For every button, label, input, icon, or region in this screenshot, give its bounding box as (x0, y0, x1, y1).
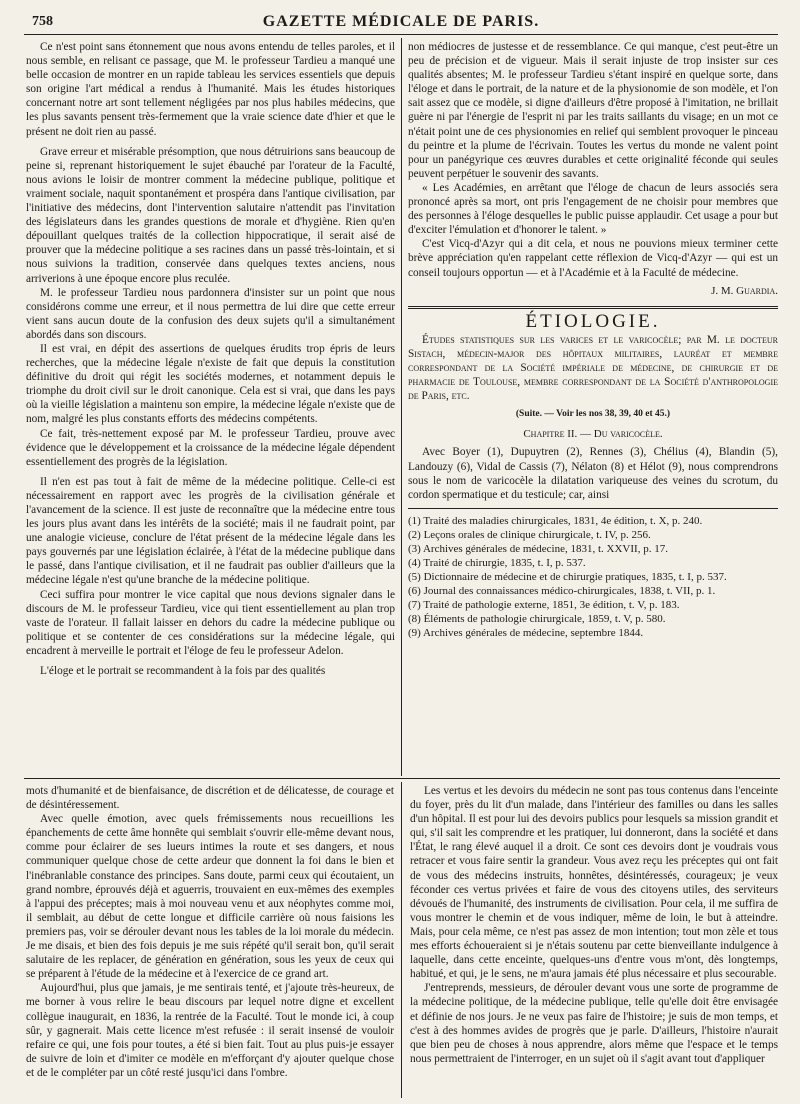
paragraph: Avec quelle émotion, avec quels frémissements nous recueillions les épanchements de cette âme honnête qui semblait s'ouvrir elle-même devant nous, comme pour éclairer de ses lueurs intimes la route et ses dangers, et nous communiquer quelque chose de cette ardeur que donnent la foi dans le bien et l'inébranlable constance des principes. Sans doute, parmi ceux qui écoutaient, un grand nombre, éprouvés déjà et aguerris, trouvaient en eux-mêmes des exemples à l'appui des préceptes; mais à moi nouveau venu et aux néophytes comme moi, il semblait, au début de cette longue et difficile carrière où nous faisions les premiers pas, voir se dérouler devant nous les tables de la loi morale du médecin. Je me disais, et bien des fois depuis je me suis répété qu'il serait bon, qu'il serait salutaire de les replacer, de génération en génération, sous les yeux de ceux qui se préparent à l'étude de la médecine et à l'exercice de ce grand art. (26, 813, 394, 981)
footnote: (1) Traité des maladies chirurgicales, 1831, 4e édition, t. X, p. 240. (408, 514, 703, 527)
journal-title: GAZETTE MÉDICALE DE PARIS. (262, 13, 540, 30)
paragraph: Ce fait, très-nettement exposé par M. le professeur Tardieu, prouve avec évidence que le développement et la croissance de la médecine légale dépendent essentiellement des progrès de la législation. (26, 427, 395, 468)
paragraph: Ce n'est point sans étonnement que nous avons entendu de telles paroles, et il nous semble, en relisant ce passage, que M. le professeur Tardieu a manqué une belle occasion de montrer en un rapide tableau les services essentiels que depuis son origine l'art médical a rendus à l'humanité. Mais les études historiques concernant notre art sont tellement négligées par nos plus habiles médecins, que les plus savants pensent très-fermement que la vraie science date d'hier et que le présent ne doit rien au passé. (26, 41, 395, 138)
continuation-note: (Suite. — Voir les nos 38, 39, 40 et 45.) (515, 409, 671, 420)
footnotes (408, 514, 778, 640)
paragraph: C'est Vicq-d'Azyr qui a dit cela, et nous ne pouvions mieux terminer cette brève appréciation qu'en rappelant cette réflexion de Vicq-d'Azyr — qui est un conseil toujours opportun — et à l'Académie et à la Faculté de médecine. (408, 238, 778, 279)
paragraph: Avec Boyer (1), Dupuytren (2), Rennes (3), Chélius (4), Blandin (5), Landouzy (6), Vidal de Cassis (7), Nélaton (8) et Hélot (9), nous comprendrons sous le nom de varicocèle la dilatation variqueuse des veines du scrotum, du cordon spermatique et du testicule; car, ainsi (408, 446, 778, 501)
page-header (24, 8, 778, 35)
section-title: ÉTIOLOGIE. (525, 310, 661, 332)
paragraph: Aujourd'hui, plus que jamais, je me sentirais tenté, et j'ajoute très-heureux, de me borner à vous relire le beau discours par lequel notre digne et excellent collègue inaugurait, en 1836, la rentrée de la Faculté. Tout le monde ici, à coup sûr, y gagnerait. Mais cette licence m'est refusée : il serait insensé de vouloir refaire ce qui, une fois pour toutes, a été si bien fait. Tout au plus puis-je essayer de suivre de loin et d'imiter ce modèle en m'efforçant d'y ajouter quelque chose et de le compléter par un côté resté jusqu'ici dans l'ombre. (26, 982, 394, 1079)
column-rule (401, 782, 402, 1098)
section-divider (408, 306, 778, 309)
column-rule (401, 38, 402, 776)
footnote: (3) Archives générales de médecine, 1831, t. XXVII, p. 17. (408, 542, 668, 555)
top-right-column (408, 40, 778, 772)
quotation: « Les Académies, en arrêtant que l'éloge de chacun de leurs associés sera prononcé après sa mort, ont pris l'engagement de ne choisir pour membres que des personnes à l'éloge desquelles le public puisse applaudir. Cet usage a pour but d'exciter l'émulation et d'honorer le talent. » (408, 181, 778, 237)
article-heading: Études statistiques sur les varices et le varicocèle; par M. le docteur Sistach, médecin-major des hôpitaux militaires, lauréat et membre correspondant de la Société impériale de médecine, de chirurgie et de pharmacie de Toulouse, membre correspondant de la Société d'anthropologie de Paris, etc. (408, 333, 778, 403)
paragraph: Les vertus et les devoirs du médecin ne sont pas tous contenus dans l'enceinte du foyer, près du lit d'un malade, dans l'intérieur des familles ou dans les salles d'un hôpital. Il est pour lui des devoirs publics pour lesquels sa mission grandit et qui, s'il sait les comprendre et les pratiquer, lui donneront, dans la société et dans l'État, le rang élevé auquel il a droit. Ce sont ces devoirs dont je voudrais vous retracer et vous faire sentir la grandeur. Vous avez reçu les préceptes qui ont fait de vous des médecins instruits, honnêtes, désintéressés, courageux; je veux féconder ces vertus privées et faire de vous des citoyens utiles, des serviteurs dévoués de l'humanité, des instruments de civilisation. Pour cela, il me suffira de vous montrer le chemin et de vous indiquer, même de loin, le but à atteindre. Mais, pour cela même, ce n'est pas assez de mon intention; tout mon zèle et tous mes efforts échoueraient si je n'étais soutenu par cette bienveillante indulgence à laquelle, dans cette enceinte, quelques-uns d'entre vous m'ont, dès longtemps, habitué, et qui, je le sens, ne m'aura jamais été plus nécessaire et plus secourable. (410, 785, 778, 981)
page-section-rule (24, 778, 780, 779)
top-left-column (26, 40, 395, 772)
paragraph: mots d'humanité et de bienfaisance, de discrétion et de délicatesse, de courage et de désintéressement. (26, 785, 394, 812)
footnote: (4) Traité de chirurgie, 1835, t. I, p. 537. (408, 556, 586, 569)
paragraph: Ceci suffira pour montrer le vice capital que nous devions signaler dans le discours de M. le professeur Tardieu, vice qui tient essentiellement au plan trop vaste de l'orateur. Il fallait laisser en dehors du cadre la médecine publique ou politique et se contenter de ces considérations sur la médecine légale, qui encadrent à merveille le portrait et l'éloge de feu le professeur Adelon. (26, 588, 395, 657)
footnote: (6) Journal des connaissances médico-chirurgicales, 1838, t. VII, p. 1. (408, 584, 716, 597)
paragraph: Grave erreur et misérable présomption, que nous détruirions sans beaucoup de peine si, reprenant historiquement le sujet ébauché par l'orateur de la Faculté, nous avions le loisir de montrer comment la médecine publique, politique et vraiment sociale, naquit spontanément et prospéra dans l'antique civilisation, par l'initiative des médecins, dont l'intervention salutaire n'attendit pas l'invitation des législateurs dans les grandes questions de morale et d'hygiène. Rien qu'en dépouillant quelques traités de la collection hippocratique, il serait aisé de prouver que la médecine politique a ses racines dans un passé très-lointain, et si nous suivions la tradition, conservée dans quelques textes anciens, nous arriverions à une époque encore plus reculée. (26, 145, 395, 285)
paragraph: J'entreprends, messieurs, de dérouler devant vous une sorte de programme de la médecine politique, de la médecine publique, telle qu'elle doit être envisagée et définie de nos jours. Je ne veux pas faire de l'histoire; je suis de mon temps, et c'est à des hommes avides de progrès que je parle. D'ailleurs, l'histoire n'aurait que bien peu de choses à nous apprendre, alors même que l'espace et le temps nous permettraient de l'interroger, en un sujet où il s'agit avant tout d'appliquer (410, 982, 778, 1065)
paragraph: L'éloge et le portrait se recommandent à la fois par des qualités (40, 665, 326, 678)
bottom-left-column (26, 784, 394, 1096)
chapter-heading: Chapitre II. — Du varicocèle. (523, 428, 663, 441)
footnote: (2) Leçons orales de clinique chirurgicale, t. IV, p. 256. (408, 528, 651, 541)
footnote: (8) Éléments de pathologie chirurgicale, 1859, t. V, p. 580. (408, 612, 666, 625)
footnote-rule (408, 508, 778, 509)
footnote: (9) Archives générales de médecine, septembre 1844. (408, 626, 644, 639)
page-number: 758 (32, 14, 53, 29)
bottom-right-column (410, 784, 778, 1096)
footnote: (7) Traité de pathologie externe, 1851, 3e édition, t. V, p. 183. (408, 598, 680, 611)
footnote: (5) Dictionnaire de médecine et de chirurgie pratiques, 1835, t. I, p. 537. (408, 570, 727, 583)
paragraph: Il est vrai, en dépit des assertions de quelques érudits trop épris de leurs recherches, que la médecine légale n'existe de fait que depuis la constitution définitive du droit qui régit les sociétés modernes, et notamment depuis le triomphe du droit civil sur le droit canonique. Cela est si vrai, que dans les pays où la vieille législation a maintenu son empire, la médecine légale n'existe que de nom, malgré les plus constants efforts des médecins compétents. (26, 342, 395, 426)
paragraph: M. le professeur Tardieu nous pardonnera d'insister sur un point que nous considérons comme une erreur, et il nous permettra de lui dire que cette erreur vient sans aucun doute de la confusion des deux sujets qu'il a simultanément abordés dans son discours. (26, 286, 395, 341)
paragraph: Il n'en est pas tout à fait de même de la médecine politique. Celle-ci est nécessairement en rapport avec les progrès de la civilisation générale et l'avancement de la science. Il est juste de reconnaître que la médecine entre tous les jours plus avant dans les intérêts de la société; mais il ne faudrait point, par une analogie vicieuse, conclure de l'état présent de la médecine légale dans les pays gouvernés par une législation éclairée, à l'état de la médecine publique dans le passé, dans l'antique civilisation, et il ne faudrait pas oublier d'ailleurs que la médecine légale n'est qu'une branche de la médecine politique. (26, 475, 395, 587)
paragraph: non médiocres de justesse et de ressemblance. Ce qui manque, c'est peut-être un peu de précision et de vigueur. Mais il serait injuste de trop insister sur ces qualités absentes; M. le professeur Tardieu s'étant inspiré en quelque sorte, dans l'éloge et dans le portrait, de la nature et de la physionomie de son modèle, et l'on sait assez que ce modèle, si digne d'ailleurs d'être proposé à l'imitation, ne brillait guère ni par l'énergie de l'esprit ni par les traits saillants du visage; en un mot ce n'était point une de ces physionomies en relief qui semblent provoquer le pinceau du peintre et la plume de l'écrivain. Toutes les vertus du monde ne valent point pour un panégyrique ces œuvres durables et cette originalité féconde qui seules peuvent perpétuer le souvenir des savants. (408, 41, 778, 180)
author-signature: J. M. Guardia. (711, 284, 778, 297)
